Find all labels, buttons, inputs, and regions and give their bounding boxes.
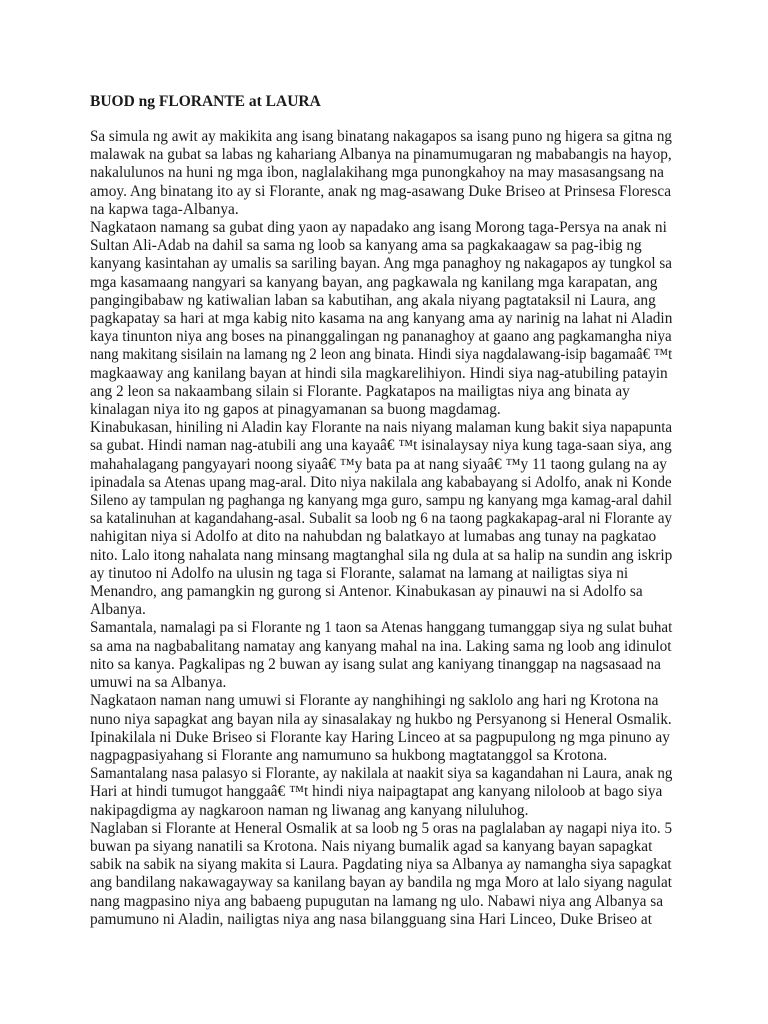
document-body (90, 128, 678, 929)
text-line: na kapwa taga-Albanya. (90, 200, 239, 218)
text-line: Hari at hindi tumugot hanggaâ€ ™t hindi niya naipagtapat ang kanyang niloloob at bago siya (90, 783, 663, 801)
text-line: mga kasamaang nangyari sa kanyang bayan, ang pagkawala ng kanilang mga karapatan, ang (90, 273, 658, 291)
text-line: Sultan Ali-Adab na dahil sa sama ng loob sa kanyang ama sa pagkakaagaw sa pag-ibig ng (90, 237, 642, 255)
text-line: nito sa kanya. Pagkalipas ng 2 buwan ay isang sulat ang kaniyang tinanggap na nagsasaad na (90, 655, 661, 673)
text-line: amoy. Ang binatang ito ay si Florante, anak ng mag-asawang Duke Briseo at Prinsesa Floresca (90, 182, 672, 200)
text-line: ang bandilang nakawagayway sa kanilang bayan ay bandila ng mga Moro at lalo siyang nagulat (90, 874, 672, 892)
text-line: Sileno ay tampulan ng paghanga ng kanyang mga guro, sampu ng kanyang mga kamag-aral dahil (90, 492, 672, 510)
text-line: kinalagan niya ito ng gapos at pinagyamanan sa buong magdamag. (90, 401, 501, 419)
text-line: nakipagdigma ay nagkaroon naman ng liwanag ang kanyang niluluhog. (90, 801, 529, 819)
text-line: sa gubat. Hindi naman nag-atubili ang una kayaâ€ ™t isinalaysay niya kung taga-saan siya, ang (90, 437, 672, 455)
text-line: pamumuno ni Aladin, nailigtas niya ang nasa bilangguang sina Hari Linceo, Duke Briseo at (90, 910, 652, 928)
text-line: Albanya. (90, 601, 146, 619)
text-line: sabik na sabik na siyang makita si Laura. Pagdating niya sa Albanya ay namangha siya sapagkat (90, 856, 672, 874)
text-line: Menandro, ang pamangkin ng gurong si Antenor. Kinabukasan ay pinauwi na si Adolfo sa (90, 583, 643, 601)
text-line: mahahalagang pangyayari noong siyaâ€ ™y bata pa at nang siyaâ€ ™y 11 taong gulang na ay (90, 455, 667, 473)
text-line: nakalulunos na huni ng mga ibon, naglalakihang mga punongkahoy na may masasangsang na (90, 164, 664, 182)
text-line: ay tinutoo ni Adolfo na ulusin ng taga si Florante, salamat na lamang at nailigtas siya ni (90, 564, 629, 582)
text-line: malawak na gubat sa labas ng kahariang Albanya na pinamumugaran ng mababangis na hayop, (90, 146, 672, 164)
text-line: Nagkataon namang sa gubat ding yaon ay napadako ang isang Morong taga-Persya na anak ni (90, 219, 667, 237)
text-line: pagkapatay sa hari at mga kabig nito kasama na ang kanyang ama ay narinig na lahat ni Aladin (90, 310, 673, 328)
text-line: nagpagpasiyahang si Florante ang namumuno sa hukbong magtatanggol sa Krotona. (90, 746, 608, 764)
text-line: sa ama na nagbabalitang namatay ang kanyang mahal na ina. Laking sama ng loob ang idinulot (90, 637, 672, 655)
text-line: Ipinakilala ni Duke Briseo si Florante kay Haring Linceo at sa pagpupulong ng mga pinuno ay (90, 728, 670, 746)
text-line: nuno niya sapagkat ang bayan nila ay sinasalakay ng hukbo ng Persyanong si Heneral Osmalik. (90, 710, 672, 728)
document-title: BUOD ng FLORANTE at LAURA (90, 93, 321, 110)
text-line: nahigitan niya si Adolfo at dito na nahubdan ng balatkayo at lumabas ang tunay na pagkatao (90, 528, 657, 546)
text-line: nang magpasino niya ang babaeng pupugutan na lamang ng ulo. Nabawi niya ang Albanya sa (90, 892, 664, 910)
text-line: sa katalinuhan at kagandahang-asal. Subalit sa loob ng 6 na taong pagkakapag-aral ni Florante ay (90, 510, 673, 528)
text-line: ipinadala sa Atenas upang mag-aral. Dito niya nakilala ang kababayang si Adolfo, anak ni Konde (90, 473, 672, 491)
text-line: Naglaban si Florante at Heneral Osmalik at sa loob ng 5 oras na paglalaban ay nagapi niya ito. 5 (90, 819, 672, 837)
text-line: Nagkataon naman nang umuwi si Florante ay nanghihingi ng saklolo ang hari ng Krotona na (90, 692, 659, 710)
text-line: buwan pa siyang nanatili sa Krotona. Nais niyang bumalik agad sa kanyang bayan sapagkat (90, 837, 653, 855)
text-line: Samantalang nasa palasyo si Florante, ay nakilala at naakit siya sa kagandahan ni Laura, anak ng (90, 765, 673, 783)
text-line: magkaaway ang kanilang bayan at hindi sila magkarelihiyon. Hindi siya nag-atubiling patayin (90, 364, 668, 382)
text-line: Kinabukasan, hiniling ni Aladin kay Florante na nais niyang malaman kung bakit siya napapunta (90, 419, 673, 437)
text-line: pangingibabaw ng katiwalian laban sa kabutihan, ang akala niyang pagtataksil ni Laura, ang (90, 291, 656, 309)
text-line: kanyang kasintahan ay umalis sa sariling bayan. Ang mga panaghoy ng nakagapos ay tungkol sa (90, 255, 672, 273)
text-line: nito. Lalo itong nahalata nang minsang magtanghal sila ng dula at sa halip na sundin ang iskrip (90, 546, 673, 564)
text-line: kaya tinunton niya ang boses na pinanggalingan ng pananaghoy at gaano ang pagkamangha niya (90, 328, 672, 346)
text-line: ang 2 leon sa nakaambang silain si Florante. Pagkatapos na mailigtas niya ang binata ay (90, 382, 630, 400)
text-line: Samantala, namalagi pa si Florante ng 1 taon sa Atenas hanggang tumanggap siya ng sulat buhat (90, 619, 673, 637)
text-line: Sa simula ng awit ay makikita ang isang binatang nakagapos sa isang puno ng higera sa gitna ng (90, 128, 672, 145)
text-line: nang makitang sisilain na lamang ng 2 leon ang binata. Hindi siya nagdalawang-isip bagamaâ€ ™t (90, 346, 673, 364)
text-line: umuwi na sa Albanya. (90, 674, 227, 692)
